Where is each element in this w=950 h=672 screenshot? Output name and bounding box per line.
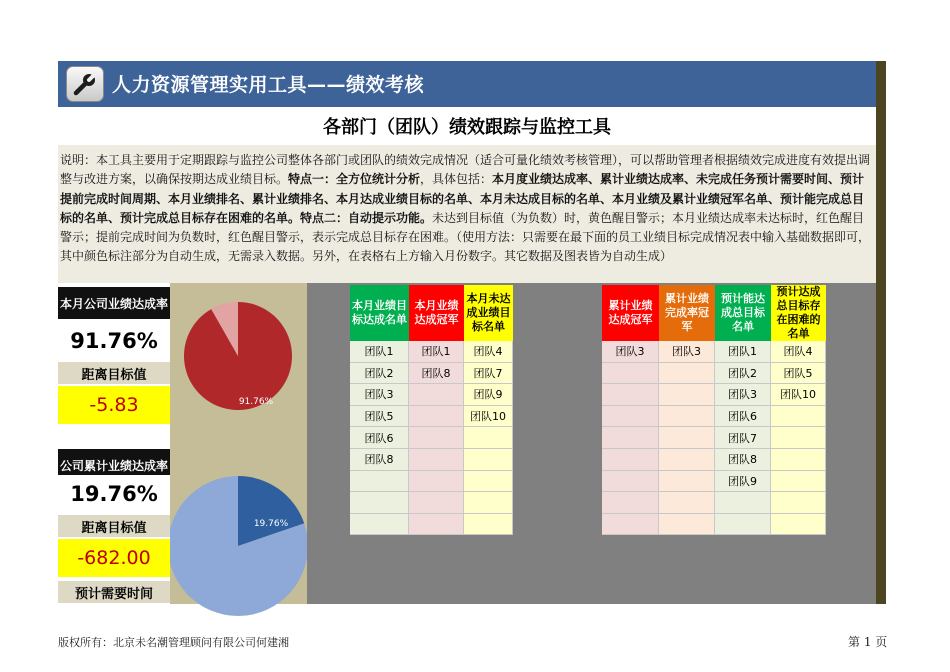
list-cell (464, 492, 513, 514)
list-cell (659, 449, 715, 471)
desc-includes: ，具体包括： (420, 172, 493, 187)
list-cell: 团队4 (771, 341, 826, 363)
kpi-cumulative-value: 19.76% (58, 475, 170, 513)
list-cell: 团队8 (715, 449, 771, 471)
list-cell: 团队1 (409, 341, 464, 363)
kpi-month-gap-label: 距离目标值 (58, 362, 170, 384)
pie-chart-cumulative (170, 449, 307, 604)
list-cell (659, 384, 715, 406)
list-cell: 团队3 (350, 384, 409, 406)
list-cell (659, 471, 715, 493)
kpi-cumulative-time-label: 预计需要时间 (58, 581, 170, 603)
description-panel (58, 145, 876, 283)
list-cell (409, 471, 464, 493)
list-cell: 团队4 (464, 341, 513, 363)
list-cell: 团队2 (350, 363, 409, 385)
list-cell: 团队7 (715, 427, 771, 449)
right-edge-strip (876, 61, 886, 604)
pie-data-label: 91.76% (238, 397, 274, 407)
list-cell (409, 492, 464, 514)
list-cell: 团队9 (715, 471, 771, 493)
pie-chart-month (170, 283, 307, 449)
list-cell (659, 492, 715, 514)
list-cell (602, 384, 659, 406)
desc-intro: 说明：本工具主要用于定期跟踪与监控公司整体各部门或团队的绩效完成情况（适合可量化绩效考核管理），可以帮助管理者根据绩效完成进度有效提出调整与改进方案，以确保按期达成业绩目标。 (60, 153, 871, 187)
list-cell (771, 449, 826, 471)
list-cell (464, 471, 513, 493)
list-cell (659, 427, 715, 449)
list-cell: 团队3 (715, 384, 771, 406)
list-cell (659, 406, 715, 428)
list-cell (602, 427, 659, 449)
list-cell (602, 449, 659, 471)
list-cell (771, 471, 826, 493)
list-cell: 团队1 (715, 341, 771, 363)
list-cell: 团队2 (715, 363, 771, 385)
wrench-icon-glyph (72, 71, 98, 97)
list-cell (659, 363, 715, 385)
kpi-month-gap-value: -5.83 (58, 386, 170, 424)
list-cell: 团队5 (771, 363, 826, 385)
list-cell (350, 514, 409, 536)
list-cell (771, 427, 826, 449)
list-cell: 团队6 (350, 427, 409, 449)
list-cell (771, 492, 826, 514)
footer-page-number: 第 1 页 (848, 635, 888, 649)
list-cell (409, 384, 464, 406)
pie-chart-month-svg (170, 283, 307, 449)
list-cell: 团队10 (771, 384, 826, 406)
list-cell (602, 514, 659, 536)
kpi-cumulative-label: 公司累计业绩达成率 (58, 449, 170, 481)
list-cell: 团队7 (464, 363, 513, 385)
list-cell (771, 406, 826, 428)
list-header-2: 本月业绩达成冠军 (409, 285, 464, 341)
list-cell (715, 514, 771, 536)
list-cell: 团队3 (659, 341, 715, 363)
kpi-month-value: 91.76% (58, 322, 170, 360)
list-cell: 团队6 (715, 406, 771, 428)
list-cell (350, 492, 409, 514)
list-header-7: 预计达成总目标存在困难的名单 (771, 285, 826, 341)
list-cell (602, 471, 659, 493)
list-header-5: 累计业绩完成率冠军 (659, 285, 715, 341)
list-cell (409, 449, 464, 471)
list-cell: 团队3 (602, 341, 659, 363)
list-header-3: 本月未达成业绩目标名单 (464, 285, 513, 341)
list-cell (771, 514, 826, 536)
kpi-month-label: 本月公司业绩达成率 (58, 287, 170, 319)
list-cell (409, 427, 464, 449)
page-title: 各部门（团队）绩效跟踪与监控工具 (58, 107, 876, 145)
list-header-4: 累计业绩达成冠军 (602, 285, 659, 341)
list-cell (464, 427, 513, 449)
pie-data-label: 19.76% (253, 519, 289, 529)
list-cell: 团队1 (350, 341, 409, 363)
kpi-cumulative-gap-label: 距离目标值 (58, 515, 170, 537)
app-title: 人力资源管理实用工具——绩效考核 (112, 74, 425, 96)
list-cell: 团队5 (350, 406, 409, 428)
kpi-cumulative-gap-value: -682.00 (58, 539, 170, 577)
list-cell (715, 492, 771, 514)
footer-copyright: 版权所有：北京未名潮管理顾问有限公司何建湘 (58, 636, 289, 649)
pie-chart-cumulative-svg (170, 449, 307, 619)
list-header-6: 预计能达成总目标名单 (715, 285, 771, 341)
list-cell (464, 514, 513, 536)
wrench-icon (66, 66, 104, 102)
list-header-1: 本月业绩目标达成名单 (350, 285, 409, 341)
desc-usage: 未达到目标值（为负数）时，黄色醒目警示；本月业绩达成率未达标时，红色醒目警示；提前完成时间为负数时，红色醒目警示，表示完成总目标存在困难。（使用方法：只需要在最下面的员工业绩目标完成情况表中输入基础数据即可，其中颜色标注部分为自动生成，无需录入数据。另外，在表格右上方输入月份数字。其它数据及图表皆为自动生成） (60, 210, 871, 264)
list-cell (409, 514, 464, 536)
list-cell (350, 471, 409, 493)
list-cell (602, 363, 659, 385)
list-cell (602, 492, 659, 514)
list-cell: 团队8 (350, 449, 409, 471)
list-cell: 团队10 (464, 406, 513, 428)
list-cell (464, 449, 513, 471)
desc-feature-two: 特点二：自动提示功能。 (300, 210, 433, 225)
list-cell (659, 514, 715, 536)
list-cell (409, 406, 464, 428)
list-cell (602, 406, 659, 428)
desc-feature-list: 本月度业绩达成率、累计业绩达成率、未完成任务预计需要时间、预计提前完成时间周期、本月业绩排名、累计业绩排名、本月达成业绩目标的名单、本月未达成目标的名单、本月业绩及累计业绩冠军名单、预计能完成总目标的名单、预计完成总目标存在困难的名单。 (60, 172, 865, 225)
list-cell: 团队9 (464, 384, 513, 406)
desc-feature-one: 特点一：全方位统计分析 (288, 172, 421, 187)
list-cell: 团队8 (409, 363, 464, 385)
